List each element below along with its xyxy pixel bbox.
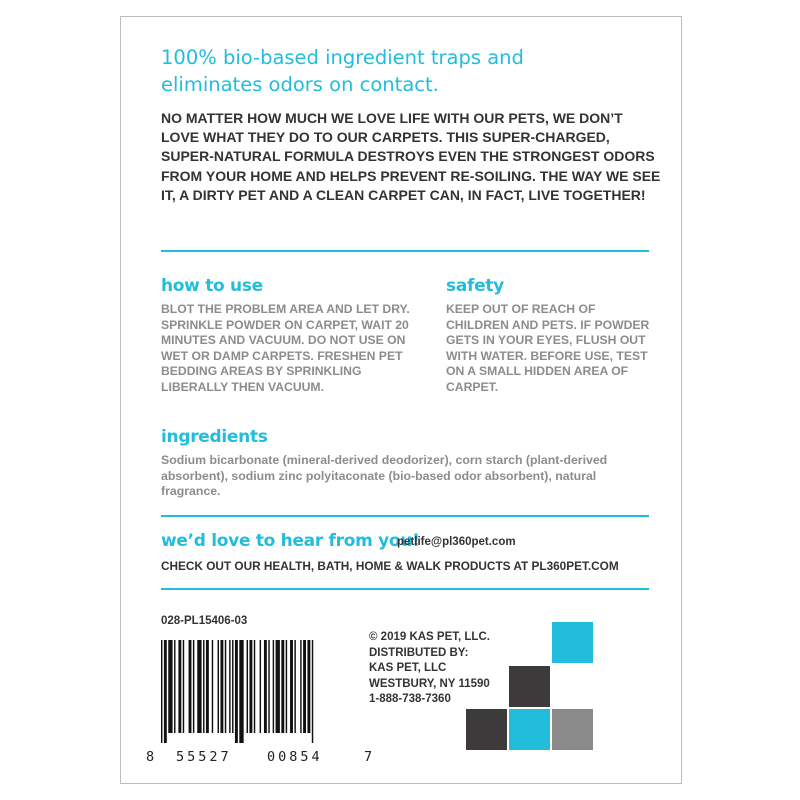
products-link-text: CHECK OUT OUR HEALTH, BATH, HOME & WALK PRODUCTS AT PL360PET.COM: [161, 559, 619, 573]
item-code: 028-PL15406-03: [161, 615, 248, 627]
barcode-bar: [206, 640, 209, 733]
copyright: © 2019 KAS PET, LLC.: [369, 631, 490, 643]
barcode-bar: [178, 640, 181, 733]
barcode-bar: [268, 640, 269, 733]
brand-square: [552, 709, 593, 750]
barcode-first-digit: 8: [146, 749, 155, 765]
brand-square: [509, 709, 550, 750]
brand-square: [552, 622, 593, 663]
divider-rule: [161, 515, 649, 517]
barcode-bar: [249, 640, 252, 733]
safety-heading: safety: [446, 276, 504, 296]
safety-text: KEEP OUT OF REACH OF CHILDREN AND PETS. IF POWDER GETS IN YOUR EYES, FLUSH OUT WITH WATER. BEFORE USE, TEST ON A SMALL HIDDEN AREA OF CARPET.: [446, 302, 650, 394]
barcode-bar: [232, 640, 233, 733]
barcode-bar: [286, 640, 287, 733]
barcode-bar: [300, 640, 301, 733]
barcode-bar: [276, 640, 280, 733]
barcode-bar: [203, 640, 204, 733]
ingredients-heading: ingredients: [161, 427, 268, 447]
barcode-bar: [303, 640, 306, 733]
intro-paragraph: NO MATTER HOW MUCH WE LOVE LIFE WITH OUR PETS, WE DON’T LOVE WHAT THEY DO TO OUR CARPETS. THIS SUPER-CHARGED, SUPER-NATURAL FORMULA DESTROYS EVEN THE STRONGEST ODORS FROM YOUR HOME AND HELPS PREVENT RE-SOILING. THE WAY WE SEE IT, A DIRTY PET AND A CLEAN CARPET CAN, IN FACT, LIVE TOGETHER!: [161, 110, 661, 203]
barcode-bar: [164, 640, 167, 743]
company-name: KAS PET, LLC: [369, 662, 447, 674]
barcode-bar: [260, 640, 261, 733]
barcode-bar: [168, 640, 172, 733]
barcode-bar: [307, 640, 310, 733]
barcode-bar: [281, 640, 284, 733]
barcode-bar: [239, 640, 243, 743]
how-to-use-heading: how to use: [161, 276, 263, 296]
barcode-bar: [312, 640, 313, 743]
barcode-bar: [225, 640, 226, 733]
barcode-bar: [174, 640, 175, 733]
barcode-bar: [161, 640, 162, 743]
barcode-bar: [290, 640, 293, 733]
barcode-bar: [197, 640, 201, 733]
barcode-bar: [218, 640, 219, 733]
barcode-bar: [294, 640, 295, 733]
barcode-bar: [183, 640, 184, 733]
divider-rule: [161, 588, 649, 590]
barcode-bar: [264, 640, 267, 733]
barcode-bar: [235, 640, 238, 743]
ingredients-text: Sodium bicarbonate (mineral-derived deodorizer), corn starch (plant-derived absorbent), sodium zinc polyitaconate (bio-based odor absorbent), natural fragrance.: [161, 453, 608, 499]
contact-email: petlife@pl360pet.com: [397, 536, 516, 548]
headline: 100% bio-based ingredient traps and eliminates odors on contact.: [161, 46, 524, 96]
divider-rule: [161, 250, 649, 252]
brand-square: [466, 709, 507, 750]
barcode-bar: [189, 640, 192, 733]
company-phone: 1-888-738-7360: [369, 693, 451, 705]
barcode-bar: [254, 640, 255, 733]
barcode-bar: [220, 640, 223, 733]
distributed-by-label: DISTRIBUTED BY:: [369, 646, 469, 659]
barcode-left-digits: 55527: [176, 749, 232, 765]
contact-heading: we’d love to hear from you!: [161, 531, 420, 551]
how-to-use-text: BLOT THE PROBLEM AREA AND LET DRY. SPRINKLE POWDER ON CARPET, WAIT 20 MINUTES AND VACUUM. DO NOT USE ON WET OR DAMP CARPETS. FRESHEN PET BEDDING AREAS BY SPRINKLING LIBERALLY THEN VACUUM.: [161, 302, 410, 394]
upc-barcode: [161, 640, 358, 743]
barcode-bar: [247, 640, 248, 733]
barcode-bar: [212, 640, 213, 733]
barcode-bar: [193, 640, 194, 733]
barcode-right-digits: 00854: [267, 749, 323, 765]
company-info: [369, 630, 490, 708]
barcode-bar: [273, 640, 274, 733]
barcode-last-digit: 7: [364, 749, 373, 765]
company-city: WESTBURY, NY 11590: [369, 677, 490, 690]
barcode-bar: [229, 640, 230, 733]
brand-square: [509, 666, 550, 707]
